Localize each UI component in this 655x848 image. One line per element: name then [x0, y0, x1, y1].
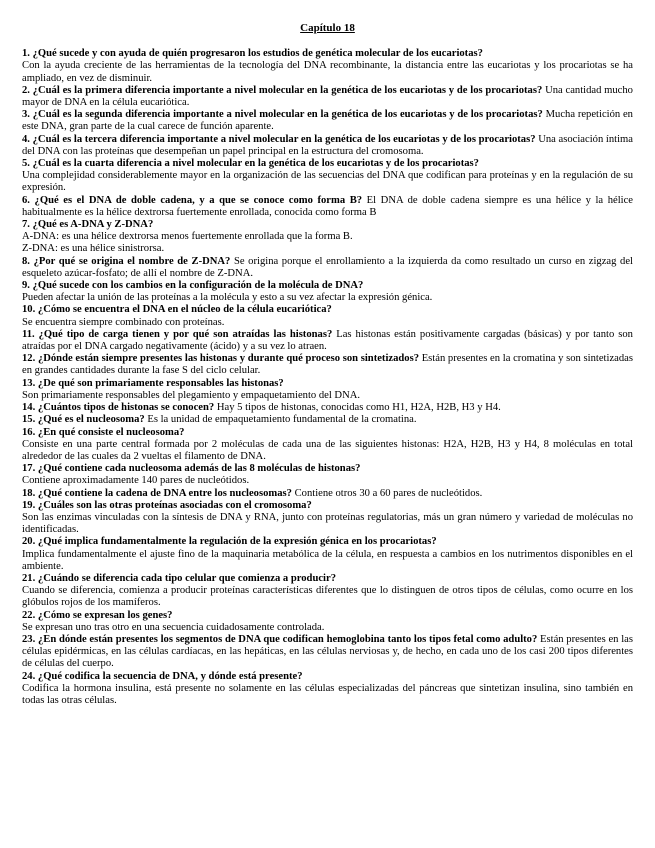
question-text: 17. ¿Qué contiene cada nucleosoma además de las 8 moléculas de histonas? — [22, 463, 361, 475]
qa-item — [22, 500, 633, 537]
question-text: 18. ¿Qué contiene la cadena de DNA entre los nucleosomas? — [22, 487, 292, 499]
qa-item — [22, 427, 633, 464]
answer-text: Se origina porque el enrollamiento a la izquierda da como resultado un curso en zigzag del esqueleto azúcar-fosfato; de allí el nombre de Z-DNA. — [22, 255, 633, 279]
answer-text: Una cantidad mucho mayor de DNA en la célula eucariótica. — [22, 84, 633, 109]
question-text: 13. ¿De qué son primariamente responsables las histonas? — [22, 377, 284, 389]
qa-item — [22, 610, 633, 634]
answer-text: Una asociación íntima del DNA con las proteínas que desempeñan un papel principal en la estructura del cromosoma. — [22, 133, 633, 157]
question-text: 4. ¿Cuál es la tercera diferencia importante a nivel molecular en la genética de los eucariotas y de los procariotas? — [22, 133, 536, 145]
question-text: 21. ¿Cuándo se diferencia cada tipo celular que comienza a producir? — [22, 572, 336, 584]
answer-text: Mucha repetición en este DNA, gran parte de la cual carece de función aparente. — [22, 109, 633, 133]
answer-text: Están presentes en las células epidérmicas, en las células cardíacas, en las hepáticas, en las células nerviosas y, de hecho, en cada uno de los casi 200 tipos diferentes de células del cuerpo. — [22, 633, 633, 670]
qa-item — [22, 573, 633, 610]
answer-text: Con la ayuda creciente de las herramientas de la tecnología del DNA recombinante, la distancia entre las eucariotas y los procariotas se ha ampliado, en vez de disminuir. — [22, 60, 633, 84]
qa-item — [22, 353, 633, 377]
question-text: 15. ¿Qué es el nucleosoma? — [22, 414, 145, 426]
qa-item — [22, 488, 633, 500]
qa-item — [22, 109, 633, 133]
qa-item — [22, 280, 633, 304]
answer-text: El DNA de doble cadena siempre es una hélice y la hélice habitualmente es la hélice dextrorsa fuertemente enrollada, conocida como forma B — [22, 194, 634, 218]
answer-text: Una complejidad considerablemente mayor en la organización de las secuencias del DNA que codifican para proteínas y en la regulación de su expresión. — [22, 170, 633, 194]
question-text: 9. ¿Qué sucede con los cambios en la configuración de la molécula de DNA? — [22, 280, 364, 292]
chapter-title: Capítulo 18 — [300, 22, 355, 34]
qa-item — [22, 414, 633, 426]
answer-text: A-DNA: es una hélice dextrorsa menos fuertemente enrollada que la forma B. — [22, 231, 353, 243]
question-text: 10. ¿Cómo se encuentra el DNA en el núcleo de la célula eucariótica? — [22, 304, 332, 316]
question-text: 7. ¿Qué es A-DNA y Z-DNA? — [22, 219, 154, 231]
answer-text: Son primariamente responsables del plegamiento y empaquetamiento del DNA. — [22, 389, 361, 401]
answer-text: Están presentes en la cromatina y son sintetizadas en grandes cantidades durante la fase S del ciclo celular. — [22, 353, 633, 377]
qa-item — [22, 536, 633, 573]
question-text: 1. ¿Qué sucede y con ayuda de quién progresaron los estudios de genética molecular de los eucariotas? — [22, 48, 483, 60]
qa-item — [22, 134, 633, 158]
answer-text: Contiene otros 30 a 60 pares de nucleótidos. — [294, 487, 483, 499]
qa-item — [22, 671, 633, 708]
qa-item — [22, 402, 633, 414]
qa-item — [22, 304, 633, 328]
answer-text: Implica fundamentalmente el ajuste fino de la maquinaria metabólica de la célula, en respuesta a cambios en los nutrimentos disponibles en el ambiente. — [22, 548, 633, 572]
answer-text: Contiene aproximadamente 140 pares de nucleótidos. — [22, 475, 250, 487]
question-list — [22, 48, 633, 707]
question-text: 24. ¿Qué codifica la secuencia de DNA, y dónde está presente? — [22, 670, 303, 682]
answer-text: Son las enzimas vinculadas con la síntesis de DNA y RNA, junto con proteínas regulatorias, más un gran número y variedad de moléculas no identificadas. — [22, 511, 633, 536]
answer-text: Consiste en una parte central formada por 2 moléculas de cada una de las siguientes histonas: H2A, H2B, H3 y H4, 8 moléculas en total alrededor de las cuales da 2 vueltas el filamento de DNA. — [22, 438, 633, 462]
question-text: 23. ¿En dónde están presentes los segmentos de DNA que codifican hemoglobina tanto los tipos fetal como adulto? — [22, 633, 538, 645]
qa-item — [22, 378, 633, 402]
qa-item — [22, 463, 633, 487]
qa-item — [22, 48, 633, 85]
answer-text: Es la unidad de empaquetamiento fundamental de la cromatina. — [147, 414, 417, 426]
qa-item — [22, 256, 633, 280]
question-text: 8. ¿Por qué se origina el nombre de Z-DNA? — [22, 255, 231, 267]
answer-text: Cuando se diferencia, comienza a producir proteínas características diferentes que lo distinguen de otros tipos de células, como ocurre en los glóbulos rojos de los mamíferos. — [22, 585, 633, 609]
answer-text: Z-DNA: es una hélice sinistrorsa. — [22, 243, 165, 255]
question-text: 3. ¿Cuál es la segunda diferencia importante a nivel molecular en la genética de los eucariotas y de los procariotas? — [22, 109, 543, 121]
question-text: 19. ¿Cuáles son las otras proteínas asociadas con el cromosoma? — [22, 499, 312, 511]
question-text: 20. ¿Qué implica fundamentalmente la regulación de la expresión génica en los procariotas? — [22, 536, 437, 548]
question-text: 6. ¿Qué es el DNA de doble cadena, y a que se conoce como forma B? — [22, 194, 363, 206]
answer-text: Se expresan uno tras otro en una secuencia cuidadosamente controlada. — [22, 621, 325, 633]
question-text: 12. ¿Dónde están siempre presentes las histonas y durante qué proceso son sintetizados? — [22, 353, 419, 365]
answer-text: Se encuentra siempre combinado con proteínas. — [22, 316, 225, 328]
answer-text: Codifica la hormona insulina, está presente no solamente en las células especializadas del páncreas que sintetizan insulina, sino también en todas las otras células. — [22, 682, 633, 706]
question-text: 16. ¿En qué consiste el nucleosoma? — [22, 426, 185, 438]
qa-item — [22, 195, 633, 219]
answer-text: Las histonas están positivamente cargadas (básicas) y por tanto son atraídas por el DNA cargado negativamente (ácido) y a su vez lo atraen. — [22, 328, 633, 353]
qa-item — [22, 634, 633, 671]
question-text: 2. ¿Cuál es la primera diferencia importante a nivel molecular en la genética de los eucariotas y de los procariotas? — [22, 84, 543, 96]
qa-item — [22, 158, 633, 195]
question-text: 11. ¿Qué tipo de carga tienen y por qué son atraídas las histonas? — [22, 328, 333, 340]
answer-text: Pueden afectar la unión de las proteínas a la molécula y esto a su vez afectar la expresión génica. — [22, 292, 433, 304]
question-text: 5. ¿Cuál es la cuarta diferencia a nivel molecular en la genética de los eucariotas y de los procariotas? — [22, 158, 479, 170]
qa-item — [22, 85, 633, 109]
answer-text: Hay 5 tipos de histonas, conocidas como H1, H2A, H2B, H3 y H4. — [216, 402, 501, 414]
question-text: 22. ¿Cómo se expresan los genes? — [22, 609, 173, 621]
qa-item — [22, 329, 633, 353]
question-text: 14. ¿Cuántos tipos de histonas se conocen? — [22, 402, 215, 414]
qa-item — [22, 219, 633, 256]
